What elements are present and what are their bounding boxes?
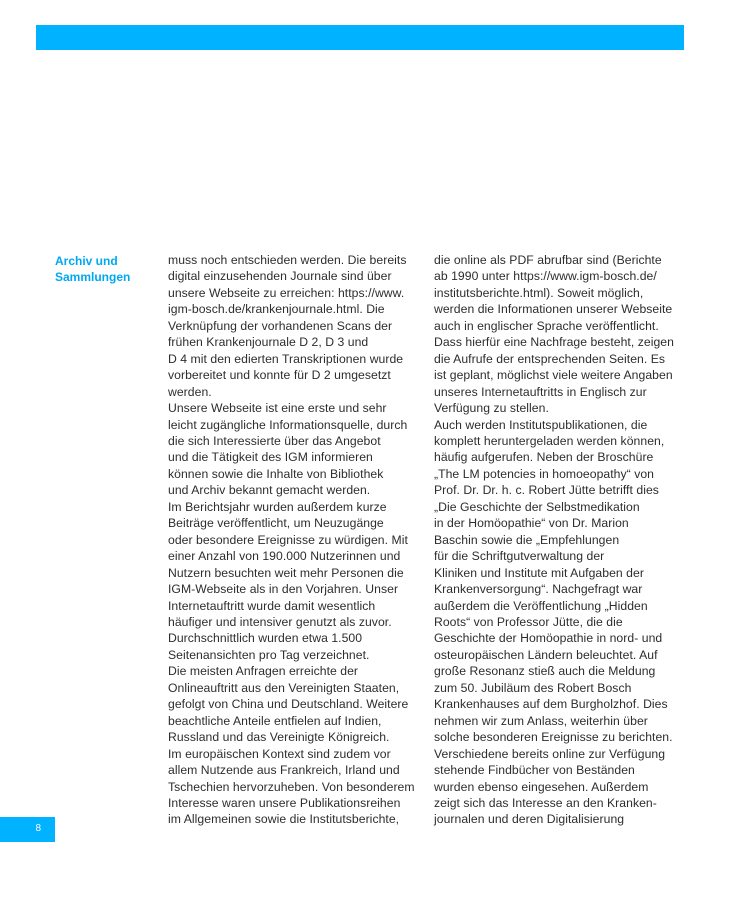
text-line: muss noch entschieden werden. Die bereits [168, 253, 407, 267]
text-line: und die Tätigkeit des IGM informieren [168, 450, 373, 465]
text-line: wurden ebenso eingesehen. Außerdem [434, 779, 649, 794]
text-line: Seitenansichten pro Tag verzeichnet. [168, 647, 370, 662]
text-line: zum 50. Jubiläum des Robert Bosch [434, 680, 632, 695]
text-line: Baschin sowie die „Empfehlungen [434, 532, 620, 547]
text-line: frühen Krankenjournale D 2, D 3 und [168, 335, 369, 350]
text-line: im Allgemeinen sowie die Institutsberichte, [168, 812, 400, 827]
text-line: häufiger und intensiver genutzt als zuvor. [168, 614, 392, 629]
text-line: „The LM potencies in homoeopathy“ von [434, 466, 654, 481]
text-line: allem Nutzende aus Frankreich, Irland und [168, 763, 400, 778]
page-number: 8 [35, 823, 41, 834]
text-line: „Die Geschichte der Selbstmedikation [434, 499, 640, 514]
text-line: Onlineauftritt aus den Vereinigten Staaten, [168, 680, 400, 695]
text-line: leicht zugängliche Informationsquelle, durch [168, 417, 408, 432]
text-line: Verfügung zu stellen. [434, 401, 549, 416]
text-line: Die meisten Anfragen erreichte der [168, 664, 359, 679]
text-line: die sich Interessierte über das Angebot [168, 433, 381, 448]
text-line: stehende Findbücher von Beständen [434, 763, 635, 778]
text-line: Internetauftritt wurde damit wesentlich [168, 598, 376, 613]
text-line: D 4 mit den edierten Transkriptionen wurde [168, 351, 404, 366]
text-line: Unsere Webseite ist eine erste und sehr [168, 401, 387, 416]
text-line: Nutzern besuchten weit mehr Personen die [168, 565, 404, 580]
section-heading-line: Sammlungen [55, 270, 131, 284]
text-line: digital einzusehenden Journale sind über [168, 269, 392, 284]
text-line: auch in englischer Sprache veröffentlicht. [434, 318, 659, 333]
text-line: Verschiedene bereits online zur Verfügung [434, 746, 666, 761]
text-line: IGM-Webseite als in den Vorjahren. Unser [168, 582, 399, 597]
text-line: unsere Webseite zu erreichen: https://www. [168, 285, 405, 300]
text-line: und Archiv bekannt gemacht werden. [168, 483, 371, 498]
text-line: igm-bosch.de/krankenjournale.html. Die [168, 302, 385, 317]
text-line: solche besonderen Ereignisse zu berichten. [434, 730, 673, 745]
text-line: Russland und das Vereinigte Königreich. [168, 730, 390, 745]
text-line: für die Schriftgutverwaltung der [434, 549, 605, 564]
text-line: oder besondere Ereignisse zu würdigen. Mit [168, 532, 408, 547]
text-line: außerdem die Veröffentlichung „Hidden [434, 598, 648, 613]
section-heading-line: Archiv und [55, 254, 118, 268]
text-line: Durchschnittlich wurden etwa 1.500 [168, 631, 363, 646]
text-line: Im europäischen Kontext sind zudem vor [168, 746, 391, 761]
text-line: die online als PDF abrufbar sind (Berichte [434, 253, 662, 267]
section-heading [55, 253, 155, 285]
text-line: Verknüpfung der vorhandenen Scans der [168, 318, 393, 333]
text-line: vorbereitet und konnte für D 2 umgesetzt [168, 368, 391, 383]
page-number-tab [0, 817, 55, 842]
text-line: Roots“ von Professor Jütte, die die [434, 614, 623, 629]
text-column-right [434, 252, 699, 828]
text-line: häufig aufgerufen. Neben der Broschüre [434, 450, 654, 465]
text-line: Beiträge veröffentlicht, um Neuzugänge [168, 516, 384, 531]
text-line: Geschichte der Homöopathie in nord- und [434, 631, 663, 646]
text-line: in der Homöopathie“ von Dr. Marion [434, 516, 629, 531]
text-line: nehmen wir zum Anlass, weiterhin über [434, 713, 648, 728]
text-line: Krankenhauses auf dem Burgholzhof. Dies [434, 697, 668, 712]
text-line: osteuropäischen Ländern beleuchtet. Auf [434, 647, 658, 662]
text-line: werden die Informationen unserer Webseite [434, 302, 673, 317]
text-line: einer Anzahl von 190.000 Nutzerinnen und [168, 549, 401, 564]
text-line: die Aufrufe der entsprechenden Seiten. Es [434, 351, 666, 366]
text-line: große Resonanz stieß auch die Meldung [434, 664, 656, 679]
text-line: Tschechien hervorzuheben. Von besonderem [168, 779, 415, 794]
text-line: journalen und deren Digitalisierung [434, 812, 625, 827]
text-line: gefolgt von China und Deutschland. Weitere [168, 697, 409, 712]
header-accent-bar [36, 25, 684, 50]
text-line: werden. [168, 384, 212, 399]
text-column-left [168, 252, 433, 828]
text-line: Auch werden Institutspublikationen, die [434, 417, 648, 432]
text-line: können sowie die Inhalte von Bibliothek [168, 466, 384, 481]
text-line: komplett heruntergeladen werden können, [434, 433, 665, 448]
text-line: Kliniken und Institute mit Aufgaben der [434, 565, 644, 580]
text-line: zeigt sich das Interesse an den Kranken- [434, 795, 657, 810]
text-line: ab 1990 unter https://www.igm-bosch.de/ [434, 269, 657, 284]
text-line: ist geplant, möglichst viele weitere Angaben [434, 368, 673, 383]
text-line: Dass hierfür eine Nachfrage besteht, zeigen [434, 335, 674, 350]
text-line: Prof. Dr. Dr. h. c. Robert Jütte betrifft dies [434, 483, 659, 498]
text-line: Im Berichtsjahr wurden außerdem kurze [168, 499, 387, 514]
text-line: institutsberichte.html). Soweit möglich, [434, 285, 644, 300]
text-line: Interesse waren unsere Publikationsreihen [168, 795, 401, 810]
text-line: Krankenversorgung“. Nachgefragt war [434, 582, 643, 597]
text-line: unseres Internetauftritts in Englisch zur [434, 384, 647, 399]
text-line: beachtliche Anteile entfielen auf Indien, [168, 713, 382, 728]
